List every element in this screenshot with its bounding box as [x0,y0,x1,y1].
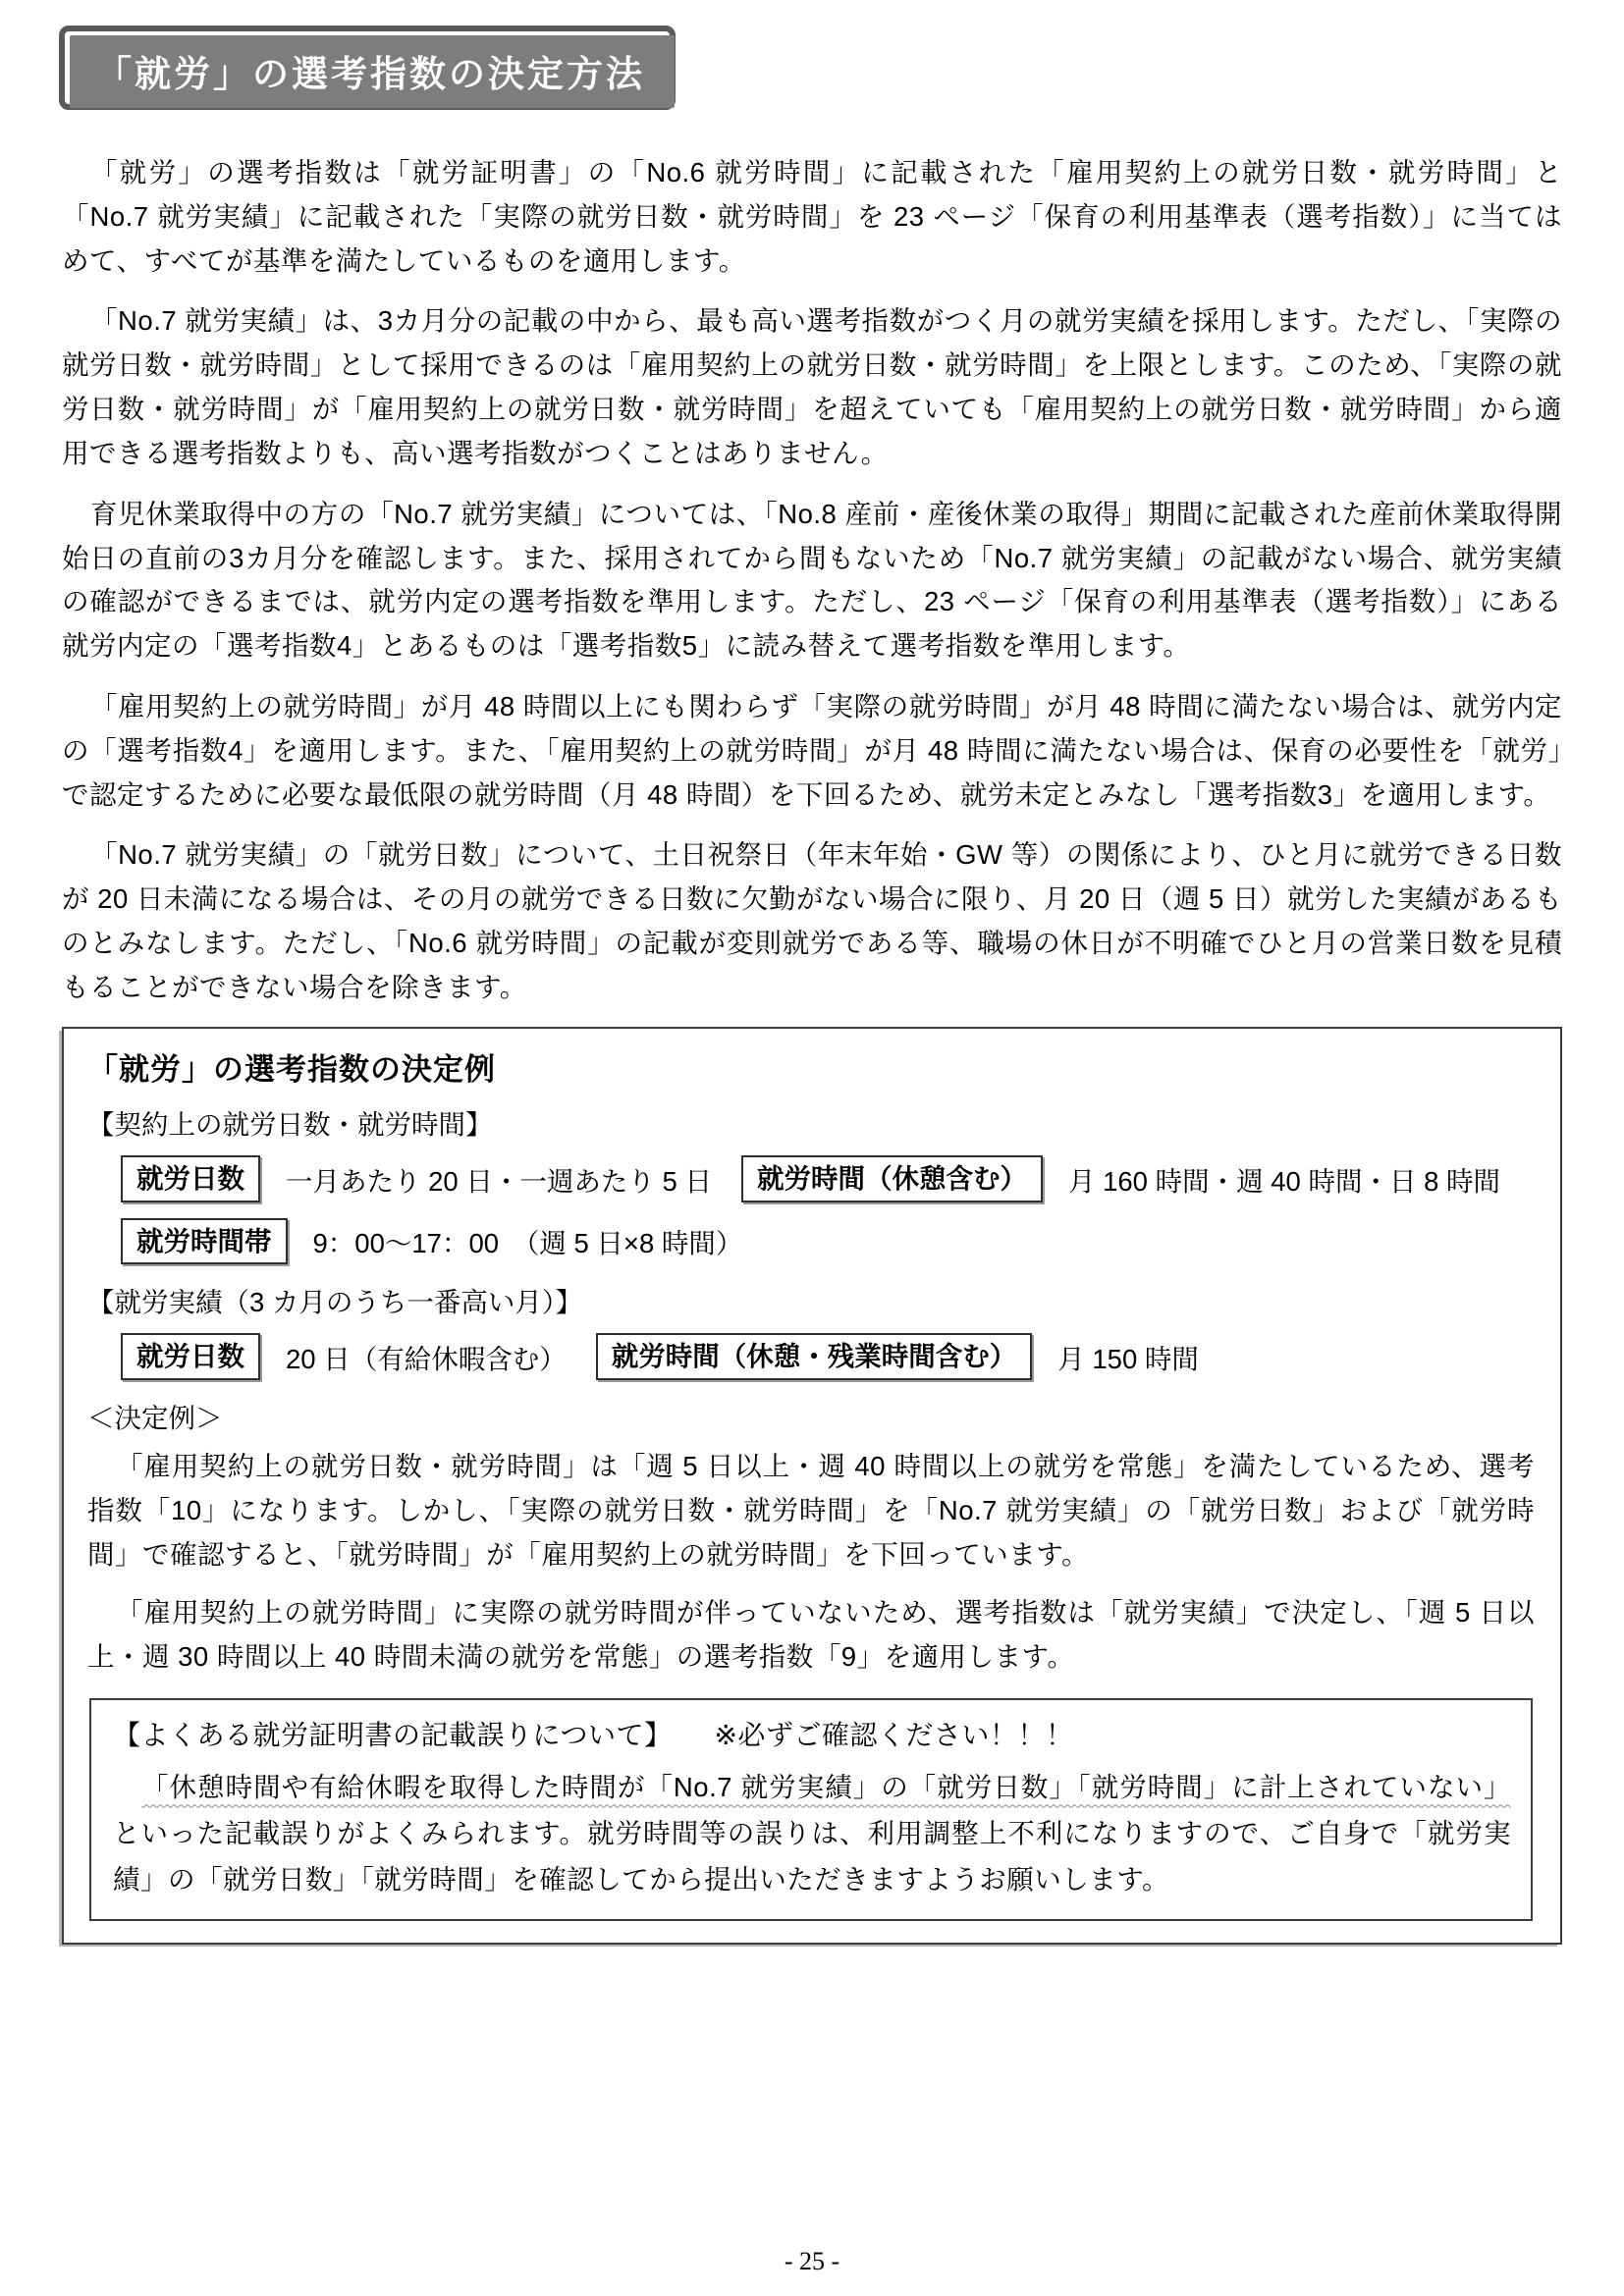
page-number: - 25 - [784,2247,840,2275]
paragraph-4: 「雇用契約上の就労時間」が月 48 時間以上にも関わらず「実際の就労時間」が月 48 時間に満たない場合は、就労内定の「選考指数4」を適用します。また、「雇用契約上の就労時間」が月 48 時間に満たない場合は、保育の必要性を「就労」で認定するために必要な最低限の就労時間（月 48 時間）を下回るため、就労未定とみなし「選考指数3」を適用します。 [62,690,1562,810]
actual-work-days-value: 20 日（有給休暇含む） [286,1344,567,1375]
body-text [62,151,1562,1010]
paragraph-1: 「就労」の選考指数は「就労証明書」の「No.6 就労時間」に記載された「雇用契約上の就労日数・就労時間」と「No.7 就労実績」に記載された「実際の就労日数・就労時間」を 23 ページ「保育の利用基準表（選考指数）」に当てはめて、すべてが基準を満たしているものを適用します。 [62,157,1562,276]
work-timezone-value: 9：00～17：00 （週 5 日×8 時間） [312,1228,743,1259]
paragraph-3: 育児休業取得中の方の「No.7 就労実績」については、「No.8 産前・産後休業の取得」期間に記載された産前休業取得開始日の直前の3カ月分を確認します。また、採用されてから間もないため「No.7 就労実績」の記載がない場合、就労実績の確認ができるまでは、就労内定の選考指数を準用します。ただし、23 ページ「保育の利用基準表（選考指数）」にある就労内定の「選考指数4」とあるものは「選考指数5」に読み替えて選考指数を準用します。 [62,498,1562,662]
note-paragraph [113,1765,1511,1902]
paragraph-5: 「No.7 就労実績」の「就労日数」について、土日祝祭日（年末年始・GW 等）の関係により、ひと月に就労できる日数が 20 日未満になる場合は、その月の就労できる日数に欠勤がない場合に限り、月 20 日（週 5 日）就労した実績があるものとみなします。ただし、「No.6 就労時間」の記載が変則就労である等、職場の休日が不明確でひと月の営業日数を見積もることができない場合を除きます。 [62,839,1562,1002]
note-underlined-text: 「休憩時間や有給休暇を取得した時間が「No.7 就労実績」の「就労日数」「就労時間」に計上されていない」 [141,1772,1511,1803]
common-errors-note-box [89,1698,1533,1920]
note-heading: 【よくある就労証明書の記載誤りについて】 ※必ずご確認ください！！！ [113,1720,1074,1751]
contract-section-label: 【契約上の就労日数・就労時間】 [87,1108,493,1140]
example-box [62,1027,1562,1945]
actual-work-days-tag: 就労日数 [121,1333,260,1380]
actual-work-hours-tag: 就労時間（休憩・残業時間含む） [596,1333,1033,1380]
contract-row-2 [121,1218,1535,1265]
page-title: 「就労」の選考指数の決定方法 [70,35,675,108]
work-timezone-tag: 就労時間帯 [121,1218,288,1265]
work-hours-value: 月 160 時間・週 40 時間・日 8 時間 [1067,1165,1501,1197]
example-heading: 「就労」の選考指数の決定例 [87,1051,496,1087]
actual-row [121,1333,1535,1380]
contract-row-1 [121,1155,1535,1202]
work-days-tag: 就労日数 [121,1155,260,1202]
actual-section-label: 【就労実績（3 カ月のうち一番高い月）】 [87,1287,583,1318]
note-rest-text: といった記載誤りがよくみられます。就労時間等の誤りは、利用調整上不利になりますので、ご自身で「就労実績」の「就労日数」「就労時間」を確認してから提出いただきますようお願いします。 [113,1818,1511,1895]
work-days-value: 一月あたり 20 日・一週あたり 5 日 [286,1165,712,1197]
decision-paragraph-2: 「雇用契約上の就労時間」に実際の就労時間が伴っていないため、選考指数は「就労実績」で決定し、「週 5 日以上・週 30 時間以上 40 時間未満の就労を常態」の選考指数「9」を適用します。 [87,1596,1535,1672]
decision-paragraph-1: 「雇用契約上の就労日数・就労時間」は「週 5 日以上・週 40 時間以上の就労を常態」を満たしているため、選考指数「10」になります。しかし、「実際の就労日数・就労時間」を「No.7 就労実績」の「就労日数」および「就労時間」で確認すると、「就労時間」が「雇用契約上の就労時間」を下回っています。 [87,1451,1535,1570]
actual-work-hours-value: 月 150 時間 [1057,1344,1199,1375]
decision-example-label: ＜決定例＞ [87,1403,223,1434]
paragraph-2: 「No.7 就労実績」は、3カ月分の記載の中から、最も高い選考指数がつく月の就労実績を採用します。ただし、「実際の就労日数・就労時間」として採用できるのは「雇用契約上の就労日数・就労時間」を上限とします。このため、「実際の就労日数・就労時間」が「雇用契約上の就労日数・就労時間」を超えていても「雇用契約上の就労日数・就労時間」から適用できる選考指数よりも、高い選考指数がつくことはありません。 [62,305,1562,468]
page-content [62,26,1562,1945]
page-title-banner [70,35,675,108]
work-hours-tag: 就労時間（休憩含む） [741,1155,1043,1202]
